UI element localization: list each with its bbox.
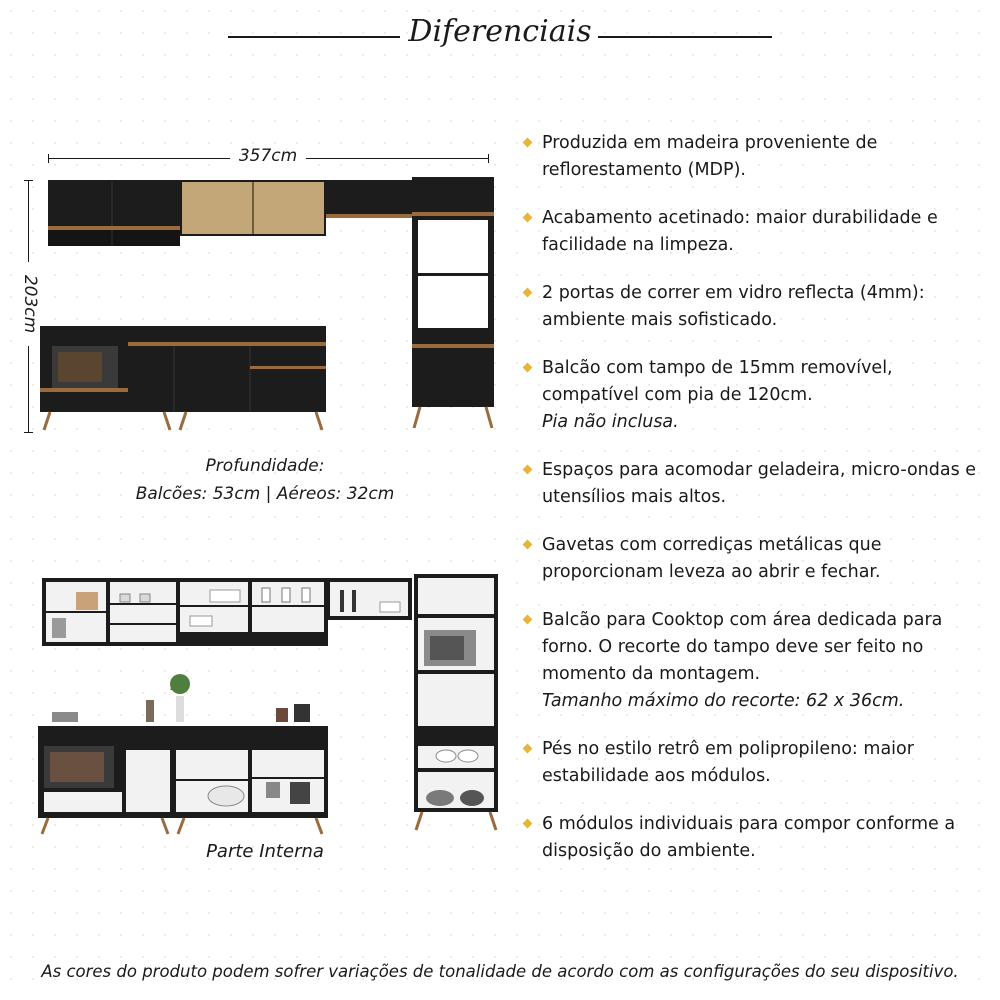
width-dimension-tick-right — [488, 154, 489, 163]
feature-note: Tamanho máximo do recorte: 62 x 36cm. — [542, 691, 905, 711]
page-title: Diferenciais — [408, 14, 592, 49]
feature-item — [524, 280, 994, 334]
feature-item — [524, 532, 994, 586]
diamond-bullet-icon — [523, 363, 533, 373]
diamond-bullet-icon — [523, 465, 533, 475]
kitchen-closed-illustration — [40, 177, 494, 430]
diamond-bullet-icon — [523, 213, 533, 223]
depth-info — [100, 452, 430, 508]
disclaimer: As cores do produto podem sofrer variações de tonalidade de acordo com as configurações do seu dispositivo. — [41, 962, 959, 981]
diamond-bullet-icon — [523, 540, 533, 550]
width-dimension-label: 357cm — [230, 146, 306, 166]
height-dimension-tick-top — [24, 180, 33, 181]
height-dimension-tick-bottom — [24, 432, 33, 433]
feature-item — [524, 205, 994, 259]
feature-text: Produzida em madeira proveniente de reflorestamento (MDP). — [542, 133, 878, 180]
diamond-bullet-icon — [523, 819, 533, 829]
feature-text: Pés no estilo retrô em polipropileno: maior estabilidade aos módulos. — [542, 739, 914, 786]
feature-text: Espaços para acomodar geladeira, micro-ondas e utensílios mais altos. — [542, 460, 977, 507]
feature-text: Balcão com tampo de 15mm removível, compatível com pia de 120cm. — [542, 358, 893, 405]
feature-text: 2 portas de correr em vidro reflecta (4mm): ambiente mais sofisticado. — [542, 283, 925, 330]
depth-title: Profundidade: — [205, 456, 325, 476]
diamond-bullet-icon — [523, 744, 533, 754]
feature-text: Gavetas com corrediças metálicas que proporcionam leveza ao abrir e fechar. — [542, 535, 882, 582]
feature-text: 6 módulos individuais para compor conforme a disposição do ambiente. — [542, 814, 956, 861]
width-dimension-tick-left — [48, 154, 49, 163]
diamond-bullet-icon — [523, 615, 533, 625]
kitchen-interior-illustration — [38, 574, 498, 834]
feature-item — [524, 736, 994, 790]
feature-item — [524, 457, 994, 511]
feature-item — [524, 355, 994, 436]
interior-caption: Parte Interna — [206, 841, 324, 862]
feature-text: Balcão para Cooktop com área dedicada para forno. O recorte do tampo deve ser feito no momento da montagem. — [542, 610, 943, 684]
diamond-bullet-icon — [523, 138, 533, 148]
diamond-bullet-icon — [523, 288, 533, 298]
feature-item — [524, 130, 994, 184]
feature-item — [524, 811, 994, 865]
feature-note: Pia não inclusa. — [542, 412, 679, 432]
feature-text: Acabamento acetinado: maior durabilidade e facilidade na limpeza. — [542, 208, 938, 255]
feature-list — [524, 130, 994, 865]
height-dimension-label: 203cm — [20, 262, 40, 346]
depth-values: Balcões: 53cm | Aéreos: 32cm — [135, 484, 395, 504]
feature-item — [524, 607, 994, 715]
